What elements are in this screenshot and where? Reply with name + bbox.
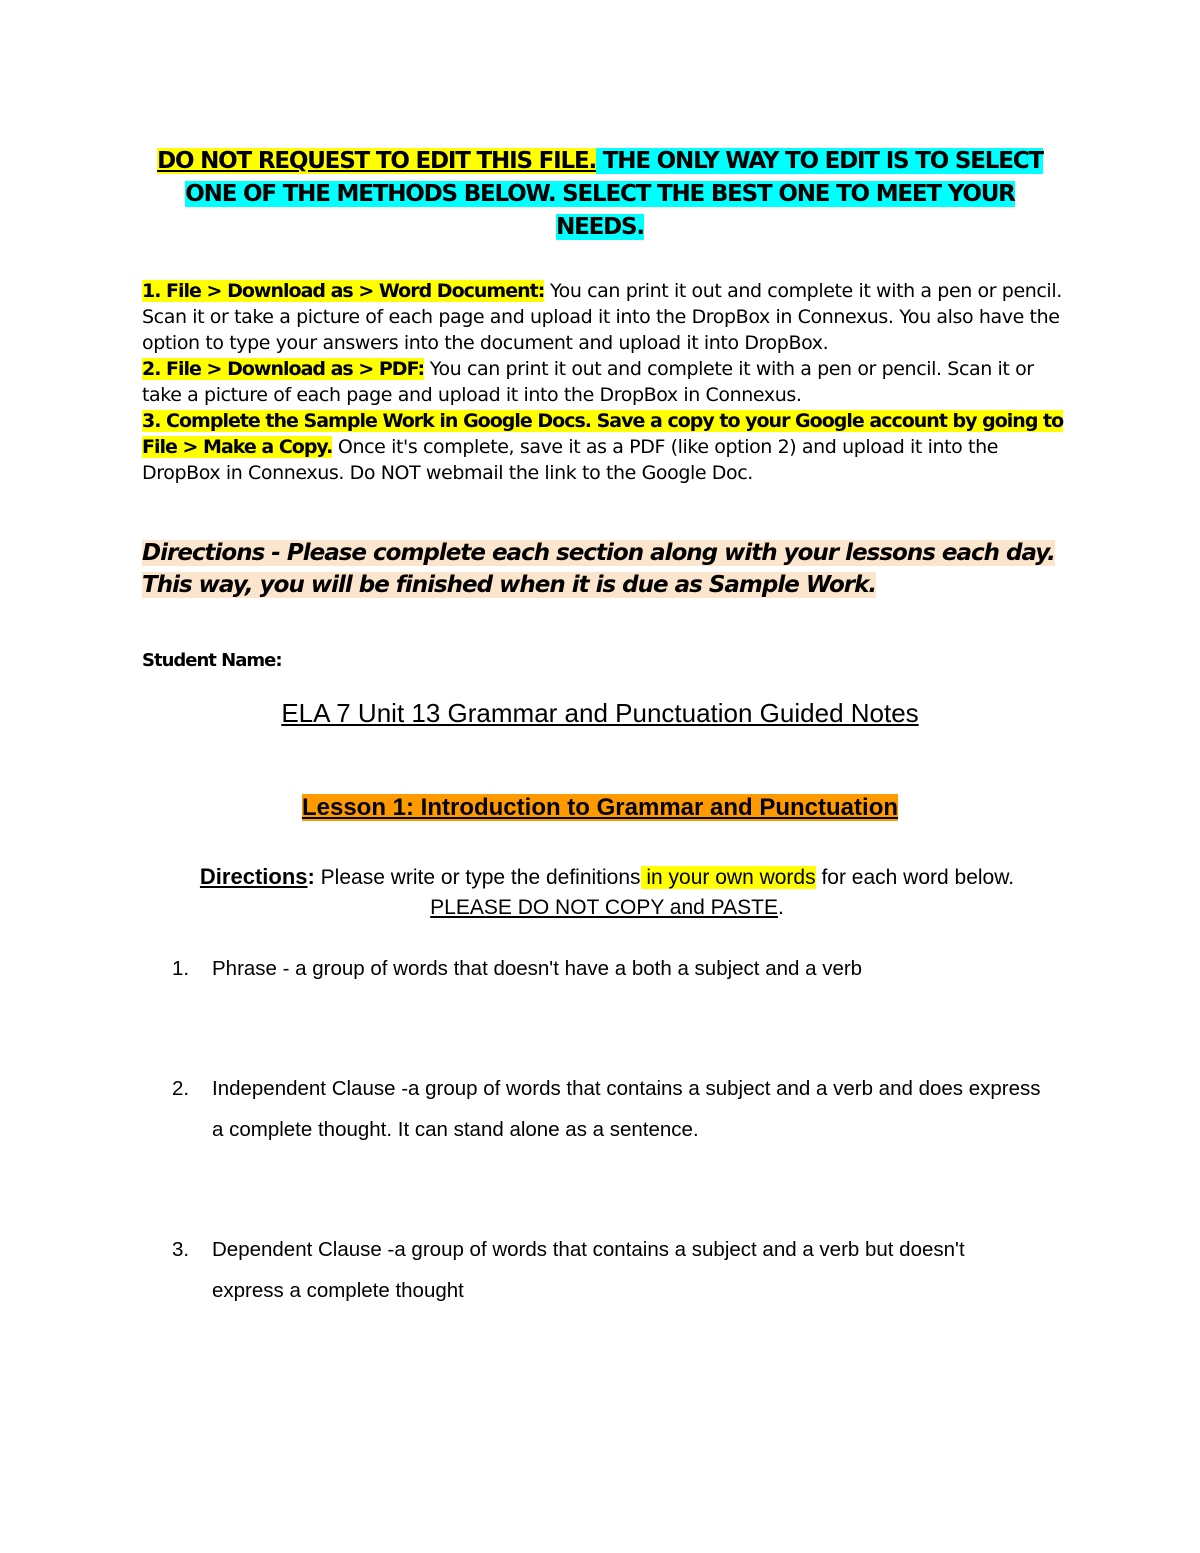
directions-note [142, 537, 1072, 601]
list-number: 1. [172, 957, 190, 980]
no-copy-paste-note: PLEASE DO NOT COPY and PASTE [430, 896, 778, 919]
option-2-label: 2. File > Download as > PDF: [142, 358, 425, 380]
definition-text: Independent Clause -a group of words that contains a subject and a verb and does express a complete thought. It can stand alone as a sentence. [212, 1077, 1041, 1141]
definition-text: Dependent Clause -a group of words that contains a subject and a verb but doesn't express a complete thought [212, 1238, 965, 1302]
directions-text-2: for each word below. [815, 866, 1015, 889]
warning-highlight-yellow: DO NOT REQUEST TO EDIT THIS FILE. [157, 148, 596, 174]
option-2 [142, 356, 1072, 408]
list-number: 2. [172, 1077, 190, 1100]
directions-highlight: in your own words [640, 866, 816, 889]
directions-note-text: Directions - Please complete each section along with your lessons each day. This way, you will be finished when it is due as Sample Work. [142, 540, 1055, 598]
option-3-label: 3. Complete the Sample Work in Google Docs. Save a copy to your Google account by going to File > Make a Copy. [142, 410, 1064, 458]
directions-text-1: Please write or type the definitions [314, 866, 641, 889]
definition-text: Phrase - a group of words that doesn't have a both a subject and a verb [212, 957, 863, 980]
edit-warning [150, 145, 1050, 244]
option-1-label: 1. File > Download as > Word Document: [142, 280, 545, 302]
download-options [142, 278, 1072, 486]
warning-highlight-cyan: THE ONLY WAY TO EDIT IS TO SELECT ONE OF THE METHODS BELOW. SELECT THE BEST ONE TO MEET YOUR NEEDS. [185, 148, 1043, 240]
directions-end: . [777, 896, 784, 919]
student-name-label: Student Name: [142, 650, 282, 671]
option-1-text: You can print it out and complete it with a pen or pencil. Scan it or take a picture of each page and upload it into the DropBox in Connexus. You also have the option to type your answers into the document and upload it into DropBox. [142, 280, 1062, 354]
document-title: ELA 7 Unit 13 Grammar and Punctuation Guided Notes [281, 698, 919, 728]
option-2-text: You can print it out and complete it with a pen or pencil. Scan it or take a picture of each page and upload it into the DropBox in Connexus. [142, 358, 1034, 406]
option-3 [142, 408, 1072, 486]
directions [142, 862, 1072, 923]
list-number: 3. [172, 1238, 190, 1261]
option-3-text: Once it's complete, save it as a PDF (like option 2) and upload it into the DropBox in Connexus. Do NOT webmail the link to the Google Doc. [142, 436, 999, 484]
directions-label: Directions [199, 864, 308, 889]
lesson-title-text: Lesson 1: Introduction to Grammar and Punctuation [301, 794, 899, 821]
directions-colon: : [307, 864, 315, 889]
option-1 [142, 278, 1072, 356]
lesson-title [100, 794, 1100, 822]
